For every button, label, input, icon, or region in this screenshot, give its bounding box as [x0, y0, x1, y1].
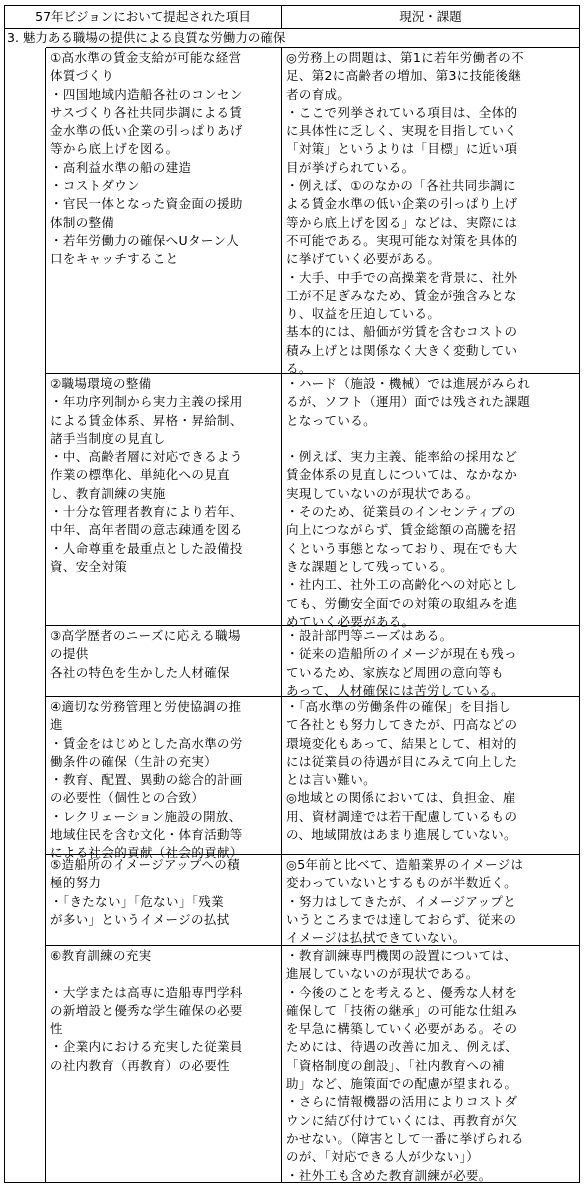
- status-line: ・そのため、従業員のインセンティブの: [286, 504, 516, 520]
- status-line: に挙げていく必要がある。: [286, 251, 441, 267]
- proposed-item-line: ・企業内における充実した従業員: [50, 1039, 243, 1055]
- proposed-item-line: による賃金体系、昇格・昇給制、: [50, 412, 243, 428]
- status-line: かせない。（障害として一番に挙げられる: [286, 1130, 524, 1146]
- proposed-item-line: の必要性（個性との合致）: [50, 790, 205, 806]
- proposed-item-line: ・賃金をはじめとした高水準の労: [50, 735, 243, 751]
- proposed-item-line: し、教育訓練の実施: [50, 485, 166, 501]
- status-line: 等から底上げを図る」などは、実際には: [286, 214, 518, 230]
- proposed-item-line: ・教育、配置、異動の総合的計画: [50, 772, 243, 788]
- status-line: 進展していないのが現状である。: [286, 966, 479, 982]
- status-line: り、収益を圧迫している。: [286, 306, 441, 322]
- status-line: ・設計部門等ニーズはある。: [286, 628, 453, 643]
- proposed-item-line: 体制の整備: [50, 214, 115, 230]
- proposed-item-line: 各社の特色を生かした人材確保: [50, 664, 230, 680]
- status-line: ・ここで列挙されている項目は、全体的: [286, 104, 518, 120]
- status-line: ・さらに情報機器の活用によりコストダ: [286, 1094, 518, 1110]
- proposed-item-cell: [46, 946, 282, 1182]
- status-line: 「資格制度の創設」、「社内教育への補: [286, 1057, 505, 1073]
- table-row: [46, 854, 579, 945]
- status-line: 助」など、施策面での配慮が望まれる。: [286, 1076, 518, 1092]
- status-line: ・ハード（施設・機械）では進展がみられ: [286, 376, 531, 391]
- proposed-item-line: による社会的貢献（社会的貢献）: [50, 845, 243, 861]
- status-line: を早急に構築していく必要がある。その: [286, 1021, 518, 1037]
- status-line: ・「高水準の労働条件の確保」を目指し: [286, 699, 512, 714]
- status-line: あって、人材確保には苦労している。: [286, 682, 505, 698]
- proposed-item-line: サスづくり各社共同歩調による賃: [50, 104, 243, 120]
- status-line: ているため、家族など周囲の意向等も: [286, 664, 504, 680]
- proposed-item-line: ・「きたない」「危ない」「残業: [50, 893, 225, 909]
- status-line: ・例えば、実力主義、能率給の採用など: [286, 449, 518, 465]
- status-line: ためには、待遇の改善に加え、例えば、: [286, 1039, 519, 1055]
- proposed-item-line: ・人命尊重を最重点とした設備投: [50, 540, 243, 556]
- proposed-item-line: 地域住民を含む文化・体育活動等: [50, 827, 243, 843]
- status-line: 「対策」というよりは「目標」に近い項: [286, 141, 518, 157]
- status-line: るが、ソフト（運用）面では残された課題: [286, 394, 531, 410]
- proposed-item-line: ・若年労働力の確保へUターン人: [50, 232, 240, 248]
- blank-line: [50, 965, 278, 983]
- status-cell: [282, 48, 579, 377]
- status-line: 賃金体系の見直しについては、なかなか: [286, 467, 518, 483]
- status-cell: [282, 374, 579, 629]
- table-row: [46, 47, 579, 377]
- status-line: よる賃金水準の低い企業の引っぱり上げ: [286, 196, 518, 212]
- status-cell: [282, 946, 579, 1182]
- status-line: 工が不足ぎみなため、賃金が強含みとな: [286, 287, 517, 303]
- proposed-item-line: ・年功序列制から実力主義の採用: [50, 394, 243, 410]
- proposed-item-line: ・レクリェーション施設の開放、: [50, 808, 242, 824]
- status-line: ても、労働安全面での対策の取組みを進: [286, 595, 518, 611]
- proposed-item-line: 等から底上げを図る。: [50, 141, 179, 157]
- status-line: ・大手、中手での高操業を背景に、社外: [286, 269, 518, 285]
- proposed-item-cell: [46, 374, 282, 625]
- proposed-item-line: の新増設と優秀な学生確保の必要: [50, 1002, 243, 1018]
- proposed-item-line: 作業の標準化、単純化への見直: [50, 467, 230, 483]
- status-line: 目が挙げられている。: [286, 159, 415, 175]
- proposed-item-cell: [46, 626, 282, 696]
- status-line: て各社とも努力してきたが、円高などの: [286, 717, 518, 733]
- proposed-item-line: ③高学歴者のニーズに応える職場: [50, 628, 241, 643]
- proposed-item-line: ・四国地域内造船各社のコンセン: [50, 86, 243, 102]
- status-line: 確保して「技術の継承」の可能な仕組み: [286, 1002, 518, 1018]
- proposed-item-cell: [46, 855, 282, 945]
- blank-line: [286, 430, 576, 448]
- proposed-item-line: 口をキャッチすること: [50, 251, 179, 267]
- proposed-item-line: ・高利益水準の船の建造: [50, 159, 192, 175]
- table-row: [46, 625, 579, 696]
- proposed-item-line: ・大学または高専に造船専門学科: [50, 984, 243, 1000]
- indent-column: [5, 48, 46, 1182]
- status-line: のが、「対応できる人が少ない」）: [286, 1149, 480, 1165]
- proposed-item-line: ⑥教育訓練の充実: [50, 948, 152, 963]
- proposed-item-cell: [46, 48, 282, 373]
- proposed-item-cell: [46, 697, 282, 861]
- status-line: となっている。: [286, 412, 376, 428]
- status-line: ・努力はしてきたが、イメージアップと: [286, 893, 517, 909]
- status-cell: [282, 855, 579, 945]
- status-line: 積み上げとは関係なく大きく変動してい: [286, 342, 518, 358]
- status-line: ・教育訓練専門機関の設置については、: [286, 948, 518, 963]
- proposed-item-line: 金水準の低い企業の引っぱりあげ: [50, 123, 243, 139]
- status-line: ・社内工、社外工の高齢化への対応とし: [286, 577, 518, 593]
- status-line: ◎労務上の問題は、第1に若年労働者の不: [286, 50, 525, 65]
- status-line: 用、資材調達では若干配慮しているもの: [286, 808, 518, 824]
- status-line: 向上につながらず、賃金総額の高騰を招: [286, 522, 517, 538]
- status-line: には従業員の待遇が目にみえて向上した: [286, 753, 518, 769]
- table-row: [46, 696, 579, 861]
- proposed-item-line: ・十分な管理者教育により若年、: [50, 504, 243, 520]
- table-row: [46, 373, 579, 629]
- proposed-item-line: 極的努力: [50, 875, 102, 891]
- proposed-item-line: 進: [50, 717, 63, 733]
- proposed-item-line: の提供: [50, 646, 89, 662]
- proposed-item-line: 諸手当制度の見直し: [50, 430, 166, 446]
- proposed-item-line: 性: [50, 1021, 63, 1037]
- status-line: いうところまでは達しておらず、従来の: [286, 911, 517, 927]
- status-line: ・今後のことを考えると、優秀な人材を: [286, 984, 518, 1000]
- proposed-item-line: ・官民一体となった資金面の援助: [50, 196, 243, 212]
- status-line: ◎5年前と比べて、造船業界のイメージは: [286, 857, 524, 872]
- status-line: ・社外工も含めた教育訓練が必要。: [286, 1167, 492, 1183]
- status-line: くという事態となっており、現在でも大: [286, 540, 518, 556]
- proposed-item-line: 体質づくり: [50, 68, 115, 84]
- status-line: ・例えば、①のなかの「各社共同歩調に: [286, 178, 517, 194]
- status-line: きな課題として残っている。: [286, 558, 454, 574]
- status-line: ウンに結び付けていくには、再教育が欠: [286, 1112, 518, 1128]
- proposed-item-line: が多い」というイメージの払拭: [50, 911, 230, 927]
- status-line: 実現していないのが現状である。: [286, 485, 479, 501]
- header-current-status: 現況・課題: [399, 9, 462, 24]
- section-title: 3. 魅力ある職場の提供による良質な労働力の確保: [7, 30, 286, 45]
- status-line: 足、第2に高齢者の増加、第3に技能後継: [286, 68, 522, 84]
- status-cell: [282, 626, 579, 696]
- status-line: 不可能である。実現可能な対策を具体的: [286, 232, 518, 248]
- proposed-item-line: ⑤造船所のイメージアップへの積: [50, 857, 240, 872]
- status-line: めていく必要がある。: [286, 613, 415, 629]
- status-line: ・従来の造船所のイメージが現在も残っ: [286, 646, 517, 662]
- status-line: 者の育成。: [286, 86, 351, 102]
- proposed-item-line: 資、安全対策: [50, 558, 128, 574]
- proposed-item-line: ・コストダウン: [50, 178, 140, 194]
- proposed-item-line: の社内教育（再教育）の必要性: [50, 1057, 230, 1073]
- header-proposed-items: 57年ビジョンにおいて提起された項目: [5, 6, 282, 28]
- proposed-item-line: ①高水準の賃金支給が可能な経営: [50, 50, 242, 65]
- status-cell: [282, 697, 579, 854]
- proposed-item-line: ・中、高齢者層に対応できるよう: [50, 449, 243, 465]
- status-line: の、地域開放はあまり進展していない。: [286, 827, 517, 843]
- status-line: る。: [286, 361, 312, 377]
- status-line: に具体性に乏しく、実現を目指していく: [286, 123, 518, 139]
- status-line: 変わっていないとするものが半数近く。: [286, 875, 517, 891]
- proposed-item-line: 中年、高年者間の意志疎通を図る: [50, 522, 243, 538]
- status-line: ◎地域との関係においては、負担金、雇: [286, 790, 516, 806]
- table-row: [46, 945, 579, 1182]
- review-table: [4, 5, 580, 1183]
- proposed-item-line: 働条件の確保（生計の充実）: [50, 753, 218, 769]
- status-line: 基本的には、船価が労賃を含むコストの: [286, 324, 518, 340]
- status-line: イメージは払拭できていない。: [286, 930, 466, 946]
- status-line: とは言い難い。: [286, 772, 376, 788]
- proposed-item-line: ④適切な労務管理と労使協調の推: [50, 699, 242, 714]
- proposed-item-line: ②職場環境の整備: [50, 376, 152, 391]
- status-line: 環境変化もあって、結果として、相対的: [286, 735, 517, 751]
